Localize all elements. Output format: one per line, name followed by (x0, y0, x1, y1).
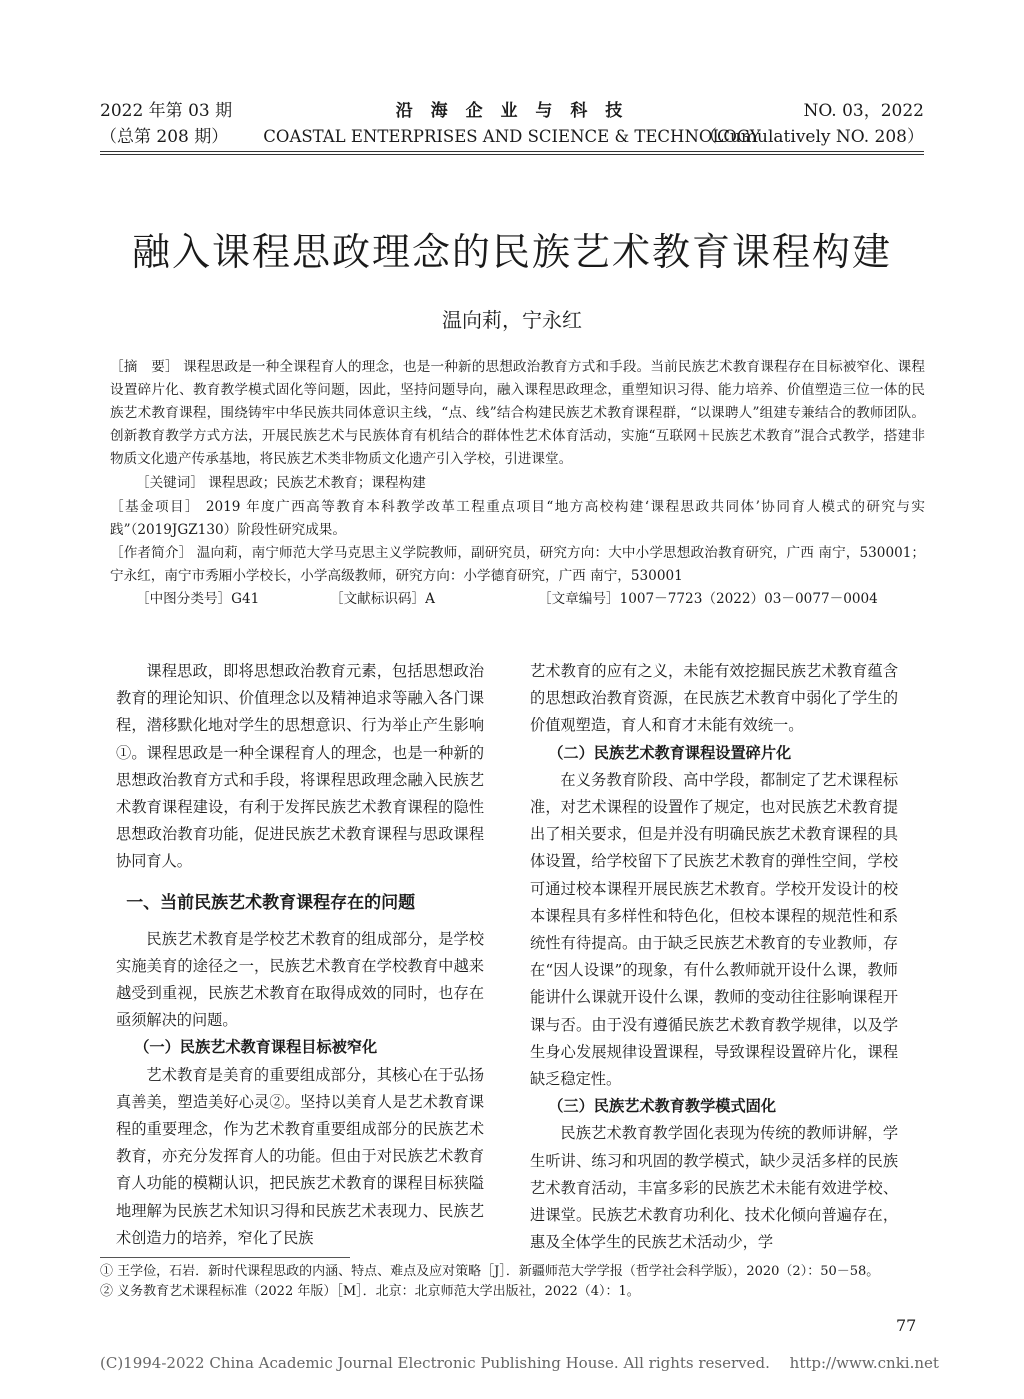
subsection-heading-1: （一）民族艺术教育课程目标被窄化 (134, 1038, 378, 1057)
author-info-text: 温向莉，南宁师范大学马克思主义学院教师，副研究员，研究方向：大中小学思想政治教育研究，广西 南宁，530001；宁永红，南宁市秀厢小学校长，小学高级教师，研究方向：小学德育研究，广西 南宁，530001 (110, 545, 926, 584)
keywords (136, 472, 925, 495)
keywords-label: ［关键词］ (136, 475, 204, 491)
page-number: 77 (896, 1316, 917, 1335)
article-number-label: ［文章编号］ (538, 591, 620, 607)
journal-title-en: COASTAL ENTERPRISES AND SCIENCE & TECHNOLOGY (263, 127, 761, 146)
subsection-heading-3: （三）民族艺术教育教学模式固化 (548, 1097, 777, 1116)
author-info-label: ［作者简介］ (110, 545, 193, 561)
article-number (538, 588, 878, 611)
fund (110, 496, 925, 542)
footnote-rule (100, 1257, 350, 1258)
doc-code (330, 588, 435, 611)
total-issue-cn: （总第 208 期） (100, 127, 229, 147)
clc-label: ［中图分类号］ (136, 591, 232, 607)
left-column (116, 658, 484, 1252)
total-issue-en: （Cumulatively NO. 208） (699, 127, 924, 147)
article-title: 融入课程思政理念的民族艺术教育课程构建 (131, 230, 892, 274)
doc-code-label: ［文献标识码］ (330, 591, 426, 607)
subsection-heading-2: （二）民族艺术教育课程设置碎片化 (548, 743, 792, 762)
fund-label: ［基金项目］ (110, 499, 201, 515)
classification-row (136, 588, 259, 611)
fund-text: 2019 年度广西高等教育本科教学改革工程重点项目“地方高校构建‘课程思政共同体’协同育人模式的研究与实践”（2019JGZ130）阶段性研究成果。 (110, 499, 925, 538)
abstract (110, 356, 925, 471)
section-heading-1: 一、当前民族艺术教育课程存在的问题 (126, 892, 416, 913)
header-rule-top (100, 151, 924, 152)
doc-code-value: A (425, 591, 435, 607)
footnote-2: ② 义务教育艺术课程标准（2022 年版）［M］．北京：北京师范大学出版社，2022（4）：1。 (100, 1284, 640, 1299)
authors: 温向莉，宁永红 (442, 308, 582, 332)
issue-cn: 2022 年第 03 期 (100, 101, 233, 121)
copyright-line: (C)1994-2022 China Academic Journal Electronic Publishing House. All rights reserved. http://www.cnki.net (100, 1354, 939, 1372)
left-paragraph-2: 民族艺术教育是学校艺术教育的组成部分，是学校实施美育的途径之一，民族艺术教育在学校教育中越来越受到重视，民族艺术教育在取得成效的同时，也存在亟须解决的问题。 (116, 929, 484, 1030)
right-paragraph-2: 在义务教育阶段、高中学段，都制定了艺术课程标准，对艺术课程的设置作了规定，也对民族艺术教育提出了相关要求，但是并没有明确民族艺术教育课程的具体设置，给学校留下了民族艺术教育的弹性空间，学校可通过校本课程开展民族艺术教育。学校开发设计的校本课程具有多样性和特色化，但校本课程的规范性和系统性有待提高。由于缺乏民族艺术教育的专业教师，存在“因人设课”的现象，有什么教师就开设什么课，教师能讲什么课就开设什么课，教师的变动往往影响课程开课与否。由于没有遵循民族艺术教育教学规律，以及学生身心发展规律设置课程，导致课程设置碎片化，课程缺乏稳定性。 (530, 770, 898, 1089)
right-paragraph-1: 艺术教育的应有之义，未能有效挖掘民族艺术教育蕴含的思想政治教育资源，在民族艺术教育中弱化了学生的价值观塑造，育人和育才未能有效统一。 (530, 662, 898, 735)
author-info (110, 542, 925, 588)
clc-value: G41 (231, 591, 260, 607)
right-column (530, 658, 898, 1256)
left-paragraph-1: 课程思政，即将思想政治教育元素，包括思想政治教育的理论知识、价值理念以及精神追求等融入各门课程，潜移默化地对学生的思想意识、行为举止产生影响①。课程思政是一种全课程育人的理念，也是一种新的思想政治教育方式和手段，将课程思政理念融入民族艺术教育课程建设，有利于发挥民族艺术教育课程的隐性思想政治教育功能，促进民族艺术教育课程与思政课程协同育人。 (116, 662, 484, 871)
keywords-text: 课程思政；民族艺术教育；课程构建 (208, 475, 426, 491)
left-paragraph-3: 艺术教育是美育的重要组成部分，其核心在于弘扬真善美，塑造美好心灵②。坚持以美育人是艺术教育课程的重要理念，作为艺术教育重要组成部分的民族艺术教育，亦充分发挥育人的功能。但由于对民族艺术教育育人功能的模糊认识，把民族艺术教育的课程目标狭隘地理解为民族艺术知识习得和民族艺术表现力、民族艺术创造力的培养，窄化了民族 (116, 1065, 484, 1247)
journal-title-cn: 沿 海 企 业 与 科 技 (395, 101, 629, 121)
header-rule-bottom (100, 154, 924, 155)
abstract-text: 课程思政是一种全课程育人的理念，也是一种新的思想政治教育方式和手段。当前民族艺术教育课程存在目标被窄化、课程设置碎片化、教育教学模式固化等问题，因此，坚持问题导向，融入课程思政理念，重塑知识习得、能力培养、价值塑造三位一体的民族艺术教育课程，围绕铸牢中华民族共同体意识主线，“点、线”结合构建民族艺术教育课程群，“以课聘人”组建专兼结合的教师团队。创新教育教学方式方法，开展民族艺术与民族体育有机结合的群体性艺术体育活动，实施“互联网＋民族艺术教育”混合式教学，搭建非物质文化遗产传承基地，将民族艺术类非物质文化遗产引入学校，引进课堂。 (110, 359, 925, 467)
footnote-1: ① 王学俭，石岩．新时代课程思政的内涵、特点、难点及应对策略［J］．新疆师范大学学报（哲学社会科学版），2020（2）：50－58。 (100, 1264, 880, 1279)
article-number-value: 1007－7723（2022）03－0077－0004 (619, 591, 878, 607)
right-paragraph-3: 民族艺术教育教学固化表现为传统的教师讲解，学生听讲、练习和巩固的教学模式，缺少灵活多样的民族艺术教育活动，丰富多彩的民族艺术未能有效进学校、进课堂。民族艺术教育功利化、技术化倾向普遍存在，惠及全体学生的民族艺术活动少，学 (530, 1124, 898, 1252)
issue-en: NO. 03，2022 (803, 101, 924, 121)
abstract-label: ［摘 要］ (110, 359, 179, 375)
